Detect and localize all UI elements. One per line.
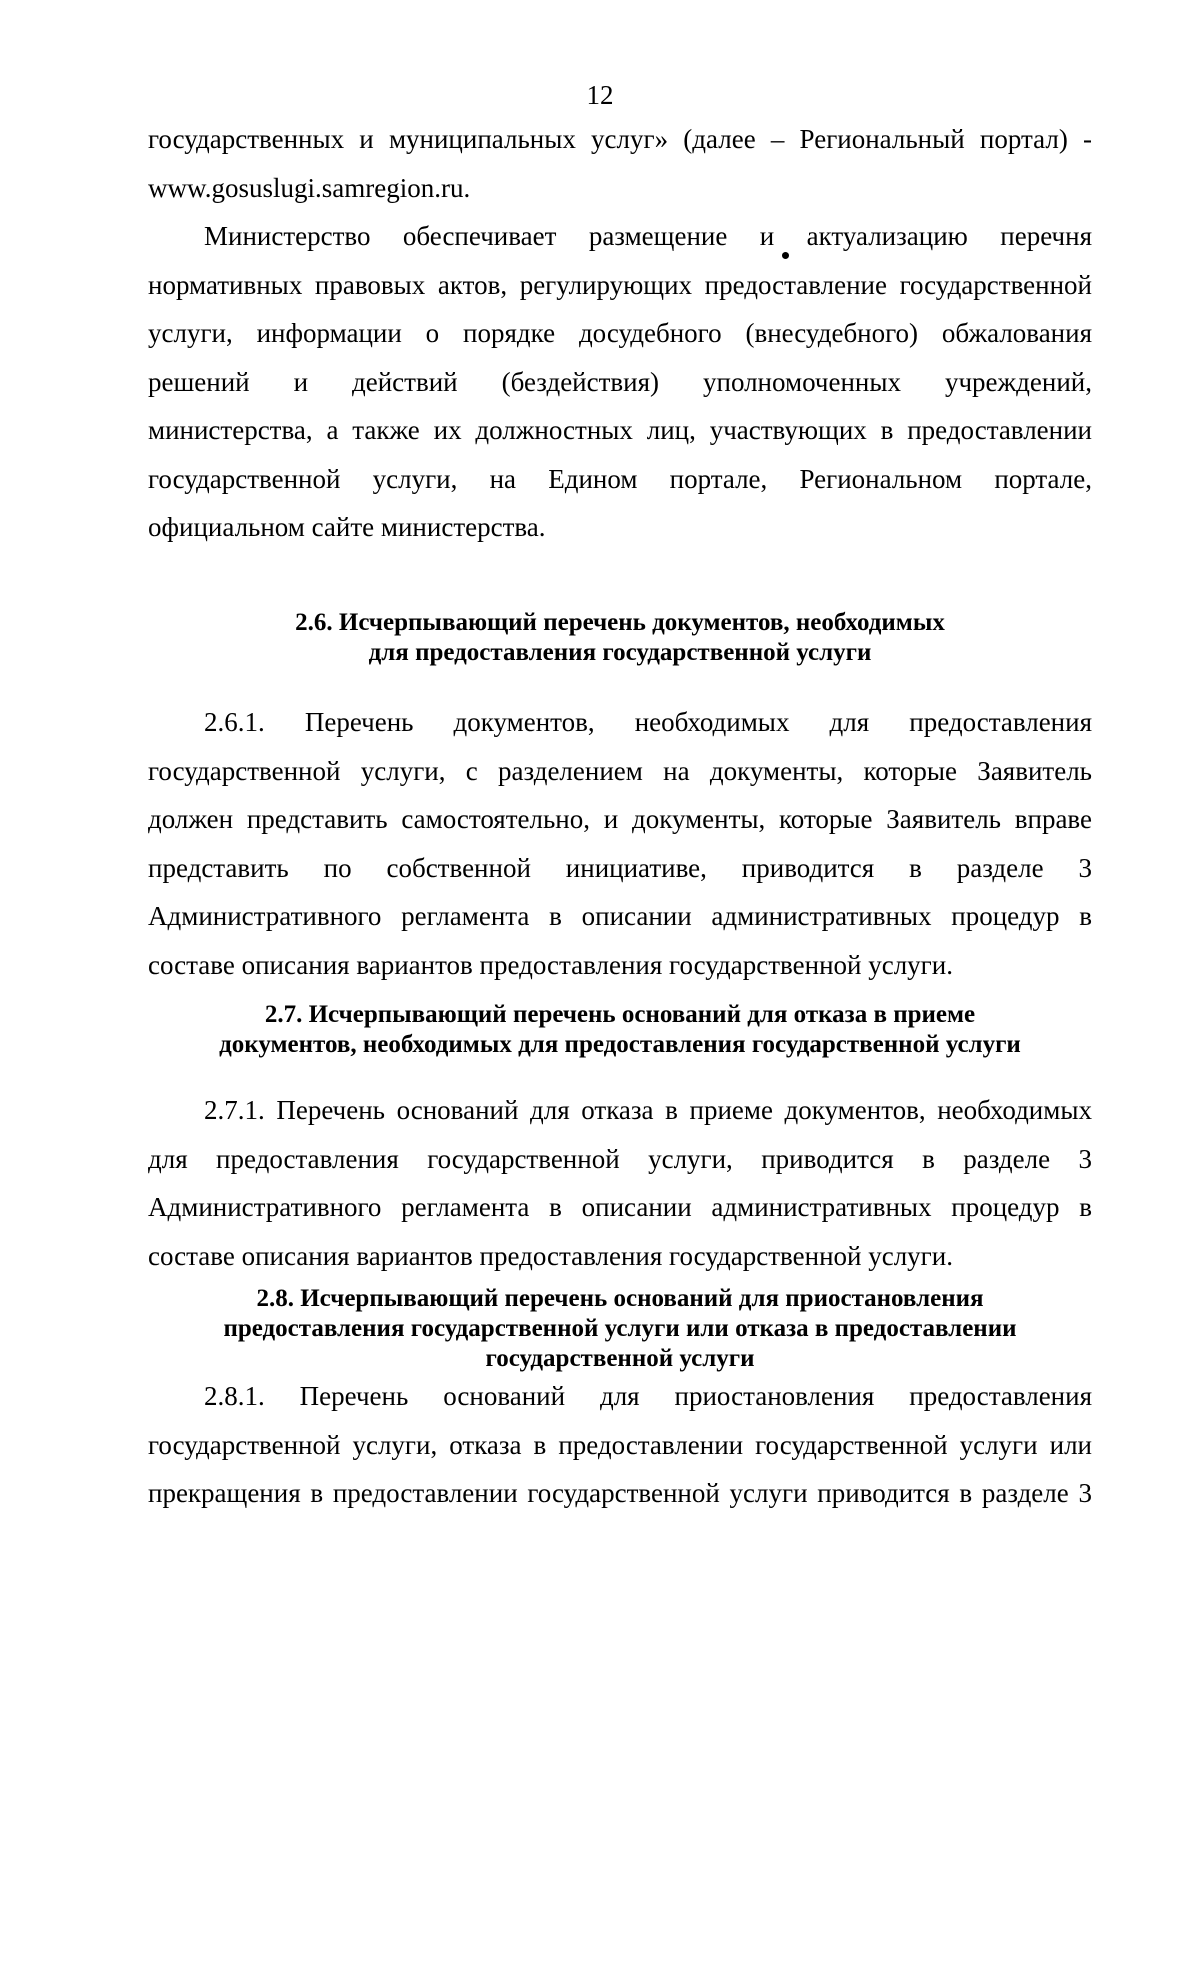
heading-line: государственной услуги [485, 1345, 755, 1372]
text-line: составе описания вариантов предоставления государственной услуги. [148, 949, 953, 980]
text-line: Административного регламента в описании административных процедур в [148, 1192, 1092, 1222]
text-line: www.gosuslugi.samregion.ru. [148, 172, 471, 203]
heading-line: 2.6. Исчерпывающий перечень документов, необходимых [295, 609, 945, 636]
text-line: услуги, информации о порядке досудебного (внесудебного) обжалования [148, 318, 1092, 348]
paragraph-2-6-1 [148, 698, 1092, 989]
text-line: 2.8.1. Перечень оснований для приостановления предоставления [204, 1381, 1092, 1411]
text-line: составе описания вариантов предоставления государственной услуги. [148, 1240, 953, 1271]
heading-line: 2.8. Исчерпывающий перечень оснований для приостановления [256, 1285, 984, 1312]
heading-line: для предоставления государственной услуги [368, 639, 872, 666]
text-line: министерства, а также их должностных лиц, участвующих в предоставлении [148, 415, 1092, 445]
page-number: 12 [586, 80, 614, 110]
paragraph-2-8-1 [148, 1372, 1092, 1518]
text-line: представить по собственной инициативе, приводится в разделе 3 [148, 852, 1092, 883]
text-line: государственных и муниципальных услуг» (далее – Региональный портал) - [148, 124, 1092, 154]
heading-line: 2.7. Исчерпывающий перечень оснований для отказа в приеме [264, 1001, 976, 1028]
text-line: государственной услуги, с разделением на документы, которые Заявитель [148, 755, 1092, 786]
text-line: решений и действий (бездействия) уполномоченных учреждений, [148, 366, 1092, 397]
section-heading-2-8 [148, 1284, 1092, 1374]
paragraph-regional-portal [148, 115, 1092, 212]
section-heading-2-6 [148, 608, 1092, 668]
text-line: Министерство обеспечивает размещение и актуализацию перечня [204, 221, 1092, 251]
text-line: нормативных правовых актов, регулирующих предоставление государственной [148, 269, 1092, 300]
text-line: прекращения в предоставлении государственной услуги приводится в разделе 3 [148, 1478, 1092, 1508]
text-line: Административного регламента в описании административных процедур в [148, 901, 1092, 931]
text-line: государственной услуги, на Едином портале, Региональном портале, [148, 463, 1092, 494]
section-heading-2-7 [148, 1000, 1092, 1060]
text-line: 2.6.1. Перечень документов, необходимых для предоставления [204, 707, 1092, 737]
heading-line: документов, необходимых для предоставления государственной услуги [219, 1031, 1021, 1058]
heading-line: предоставления государственной услуги или отказа в предоставлении [223, 1315, 1017, 1342]
text-line: государственной услуги, отказа в предоставлении государственной услуги или [148, 1429, 1092, 1460]
paragraph-2-7-1 [148, 1086, 1092, 1280]
paragraph-ministry-info [148, 212, 1092, 552]
text-line: 2.7.1. Перечень оснований для отказа в приеме документов, необходимых [204, 1095, 1092, 1125]
text-line: для предоставления государственной услуги, приводится в разделе 3 [148, 1143, 1092, 1174]
text-line: официальном сайте министерства. [148, 512, 546, 542]
text-line: должен представить самостоятельно, и документы, которые Заявитель вправе [148, 804, 1092, 834]
